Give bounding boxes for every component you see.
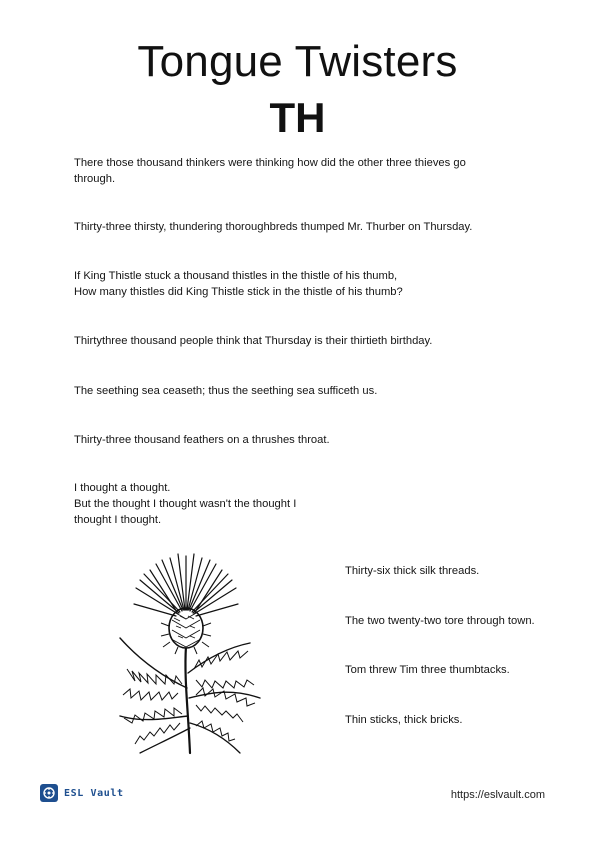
twister-line: But the thought I thought wasn't the thought I [74, 498, 297, 510]
twister-6 [74, 432, 514, 448]
page-title: Tongue Twisters [137, 37, 458, 86]
twister-9: The two twenty-two tore through town. [345, 615, 535, 627]
thistle-illustration [90, 548, 280, 758]
twister-7 [74, 480, 514, 528]
twister-3 [74, 268, 514, 300]
twister-2 [74, 219, 514, 235]
twister-line: I thought a thought. [74, 482, 171, 494]
twister-line: thought I thought. [74, 514, 162, 526]
vault-icon [40, 784, 58, 802]
twister-line: If King Thistle stuck a thousand thistles in the thistle of his thumb, [74, 270, 398, 282]
website-link[interactable]: https://eslvault.com [450, 789, 545, 801]
twister-line: There those thousand thinkers were thinking how did the other three thieves go [74, 157, 466, 169]
twister-line: Thirty-three thirsty, thundering thoroughbreds thumped Mr. Thurber on Thursday. [74, 221, 473, 233]
twister-line: The seething sea ceaseth; thus the seething sea sufficeth us. [74, 385, 378, 397]
page-subtitle: TH [269, 94, 326, 141]
twister-line: Thirtythree thousand people think that Thursday is their thirtieth birthday. [74, 335, 433, 347]
twister-11: Thin sticks, thick bricks. [345, 714, 463, 726]
twister-8: Thirty-six thick silk threads. [345, 565, 480, 577]
twister-line: through. [74, 173, 116, 185]
twister-4 [74, 333, 514, 349]
twister-line: How many thistles did King Thistle stick in the thistle of his thumb? [74, 286, 403, 298]
esl-vault-logo[interactable] [40, 783, 124, 803]
logo-text: ESL Vault [64, 787, 124, 799]
twister-1 [74, 155, 514, 187]
twister-line: Thirty-three thousand feathers on a thrushes throat. [74, 434, 330, 446]
twister-5 [74, 383, 514, 399]
twister-10: Tom threw Tim three thumbtacks. [345, 664, 510, 676]
